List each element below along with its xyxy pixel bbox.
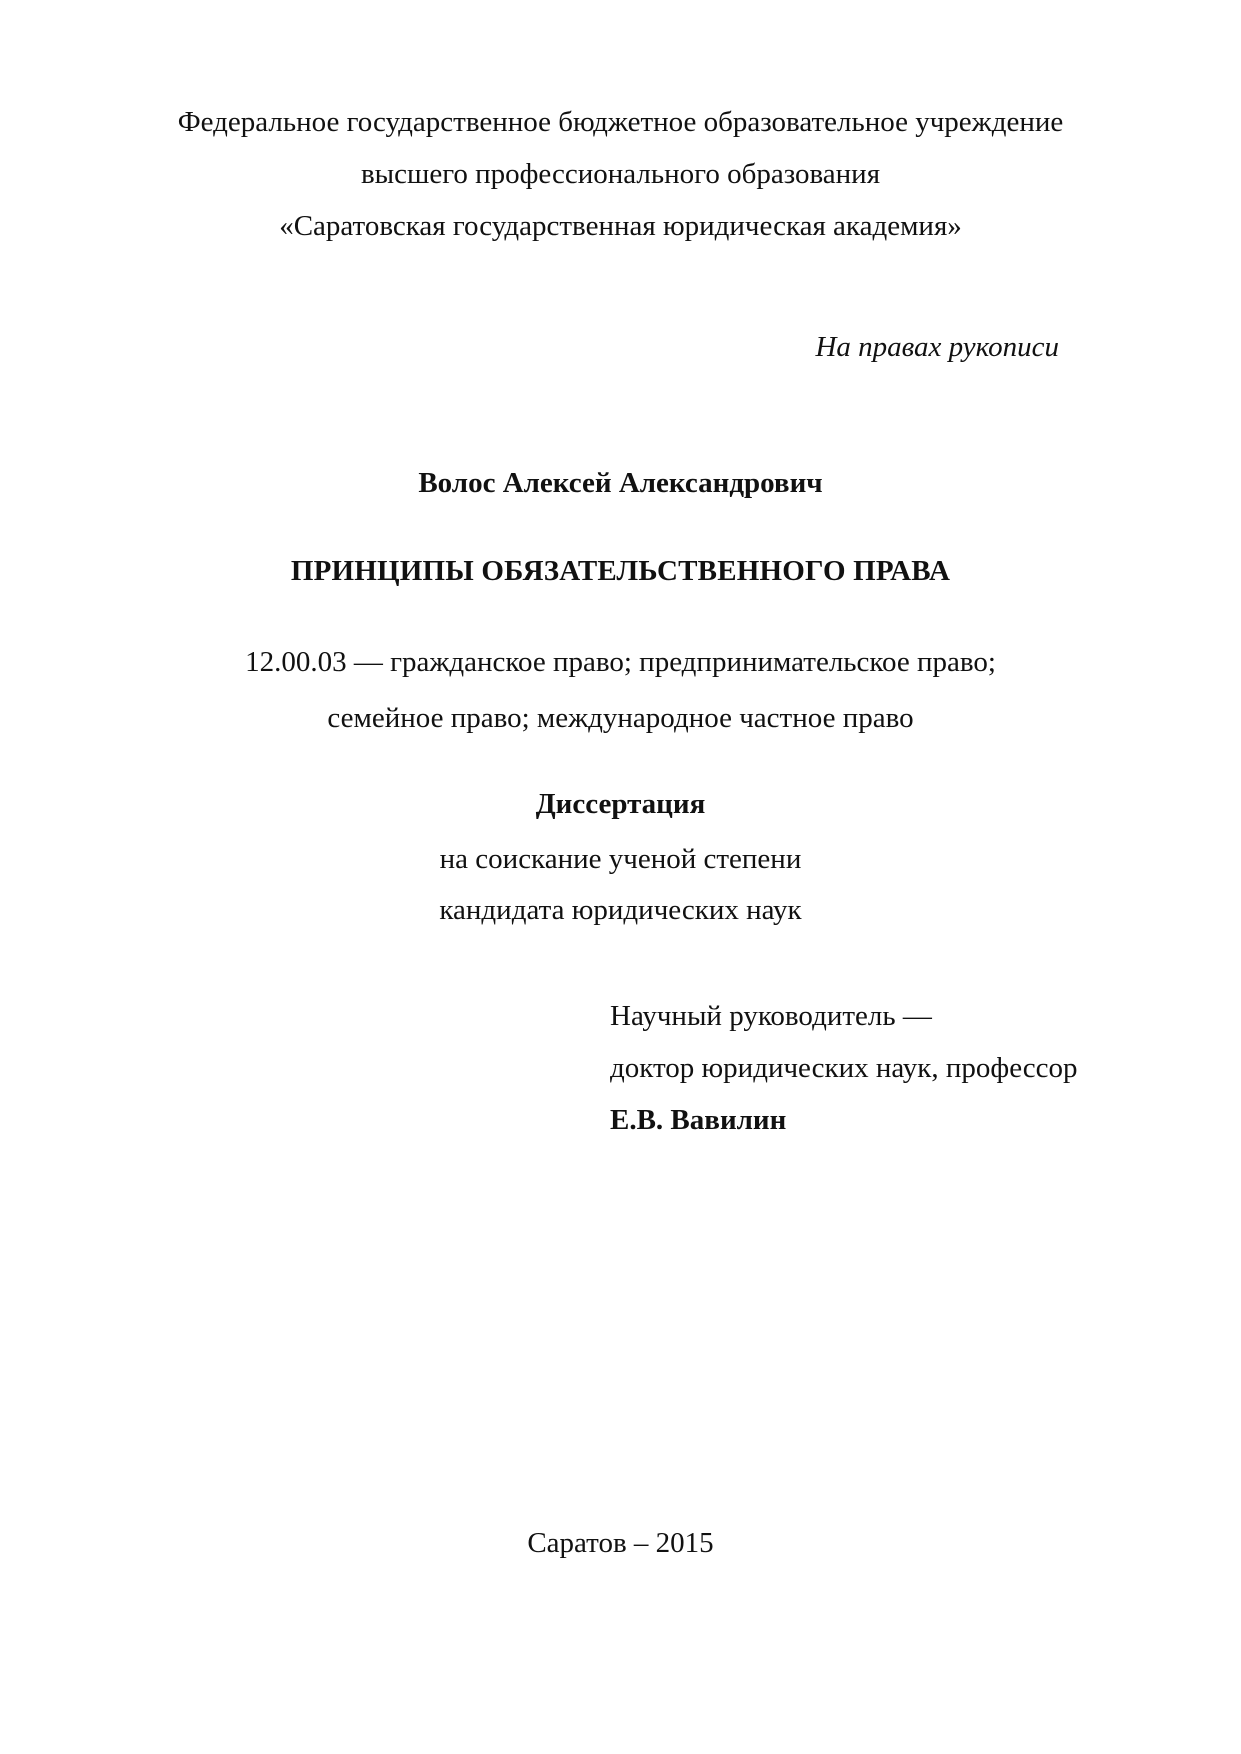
degree-line-2: кандидата юридических наук bbox=[439, 894, 802, 926]
institution-line-1: Федеральное государственное бюджетное образовательное учреждение bbox=[177, 106, 1064, 138]
specialty-block bbox=[150, 634, 1091, 746]
work-type: Диссертация bbox=[535, 788, 706, 820]
city-year: Саратов – 2015 bbox=[527, 1527, 714, 1559]
dissertation-title bbox=[150, 548, 1091, 594]
author-name: Волос Алексей Александрович bbox=[418, 467, 823, 499]
supervisor-label: Научный руководитель — bbox=[610, 1000, 932, 1032]
supervisor-credentials: доктор юридических наук, профессор bbox=[610, 1052, 1078, 1084]
footer-block bbox=[150, 1521, 1091, 1565]
institution-line-2: высшего профессионального образования bbox=[360, 158, 881, 190]
institution-line-3: «Саратовская государственная юридическая академия» bbox=[279, 210, 962, 242]
manuscript-note-text: На правах рукописи bbox=[815, 331, 1059, 363]
supervisor-name: Е.В. Вавилин bbox=[610, 1104, 787, 1136]
degree-line-1: на соискание ученой степени bbox=[439, 843, 802, 875]
author-block bbox=[150, 461, 1091, 505]
page-content bbox=[150, 0, 1091, 1754]
specialty-line-2: семейное право; международное частное право bbox=[327, 702, 914, 734]
manuscript-note bbox=[150, 325, 1091, 369]
institution-header bbox=[150, 96, 1091, 252]
degree-block bbox=[150, 774, 1091, 936]
supervisor-block bbox=[150, 990, 1091, 1146]
specialty-line-1: 12.00.03 — гражданское право; предпринимательское право; bbox=[245, 646, 996, 678]
page-title: ПРИНЦИПЫ ОБЯЗАТЕЛЬСТВЕННОГО ПРАВА bbox=[290, 555, 951, 587]
